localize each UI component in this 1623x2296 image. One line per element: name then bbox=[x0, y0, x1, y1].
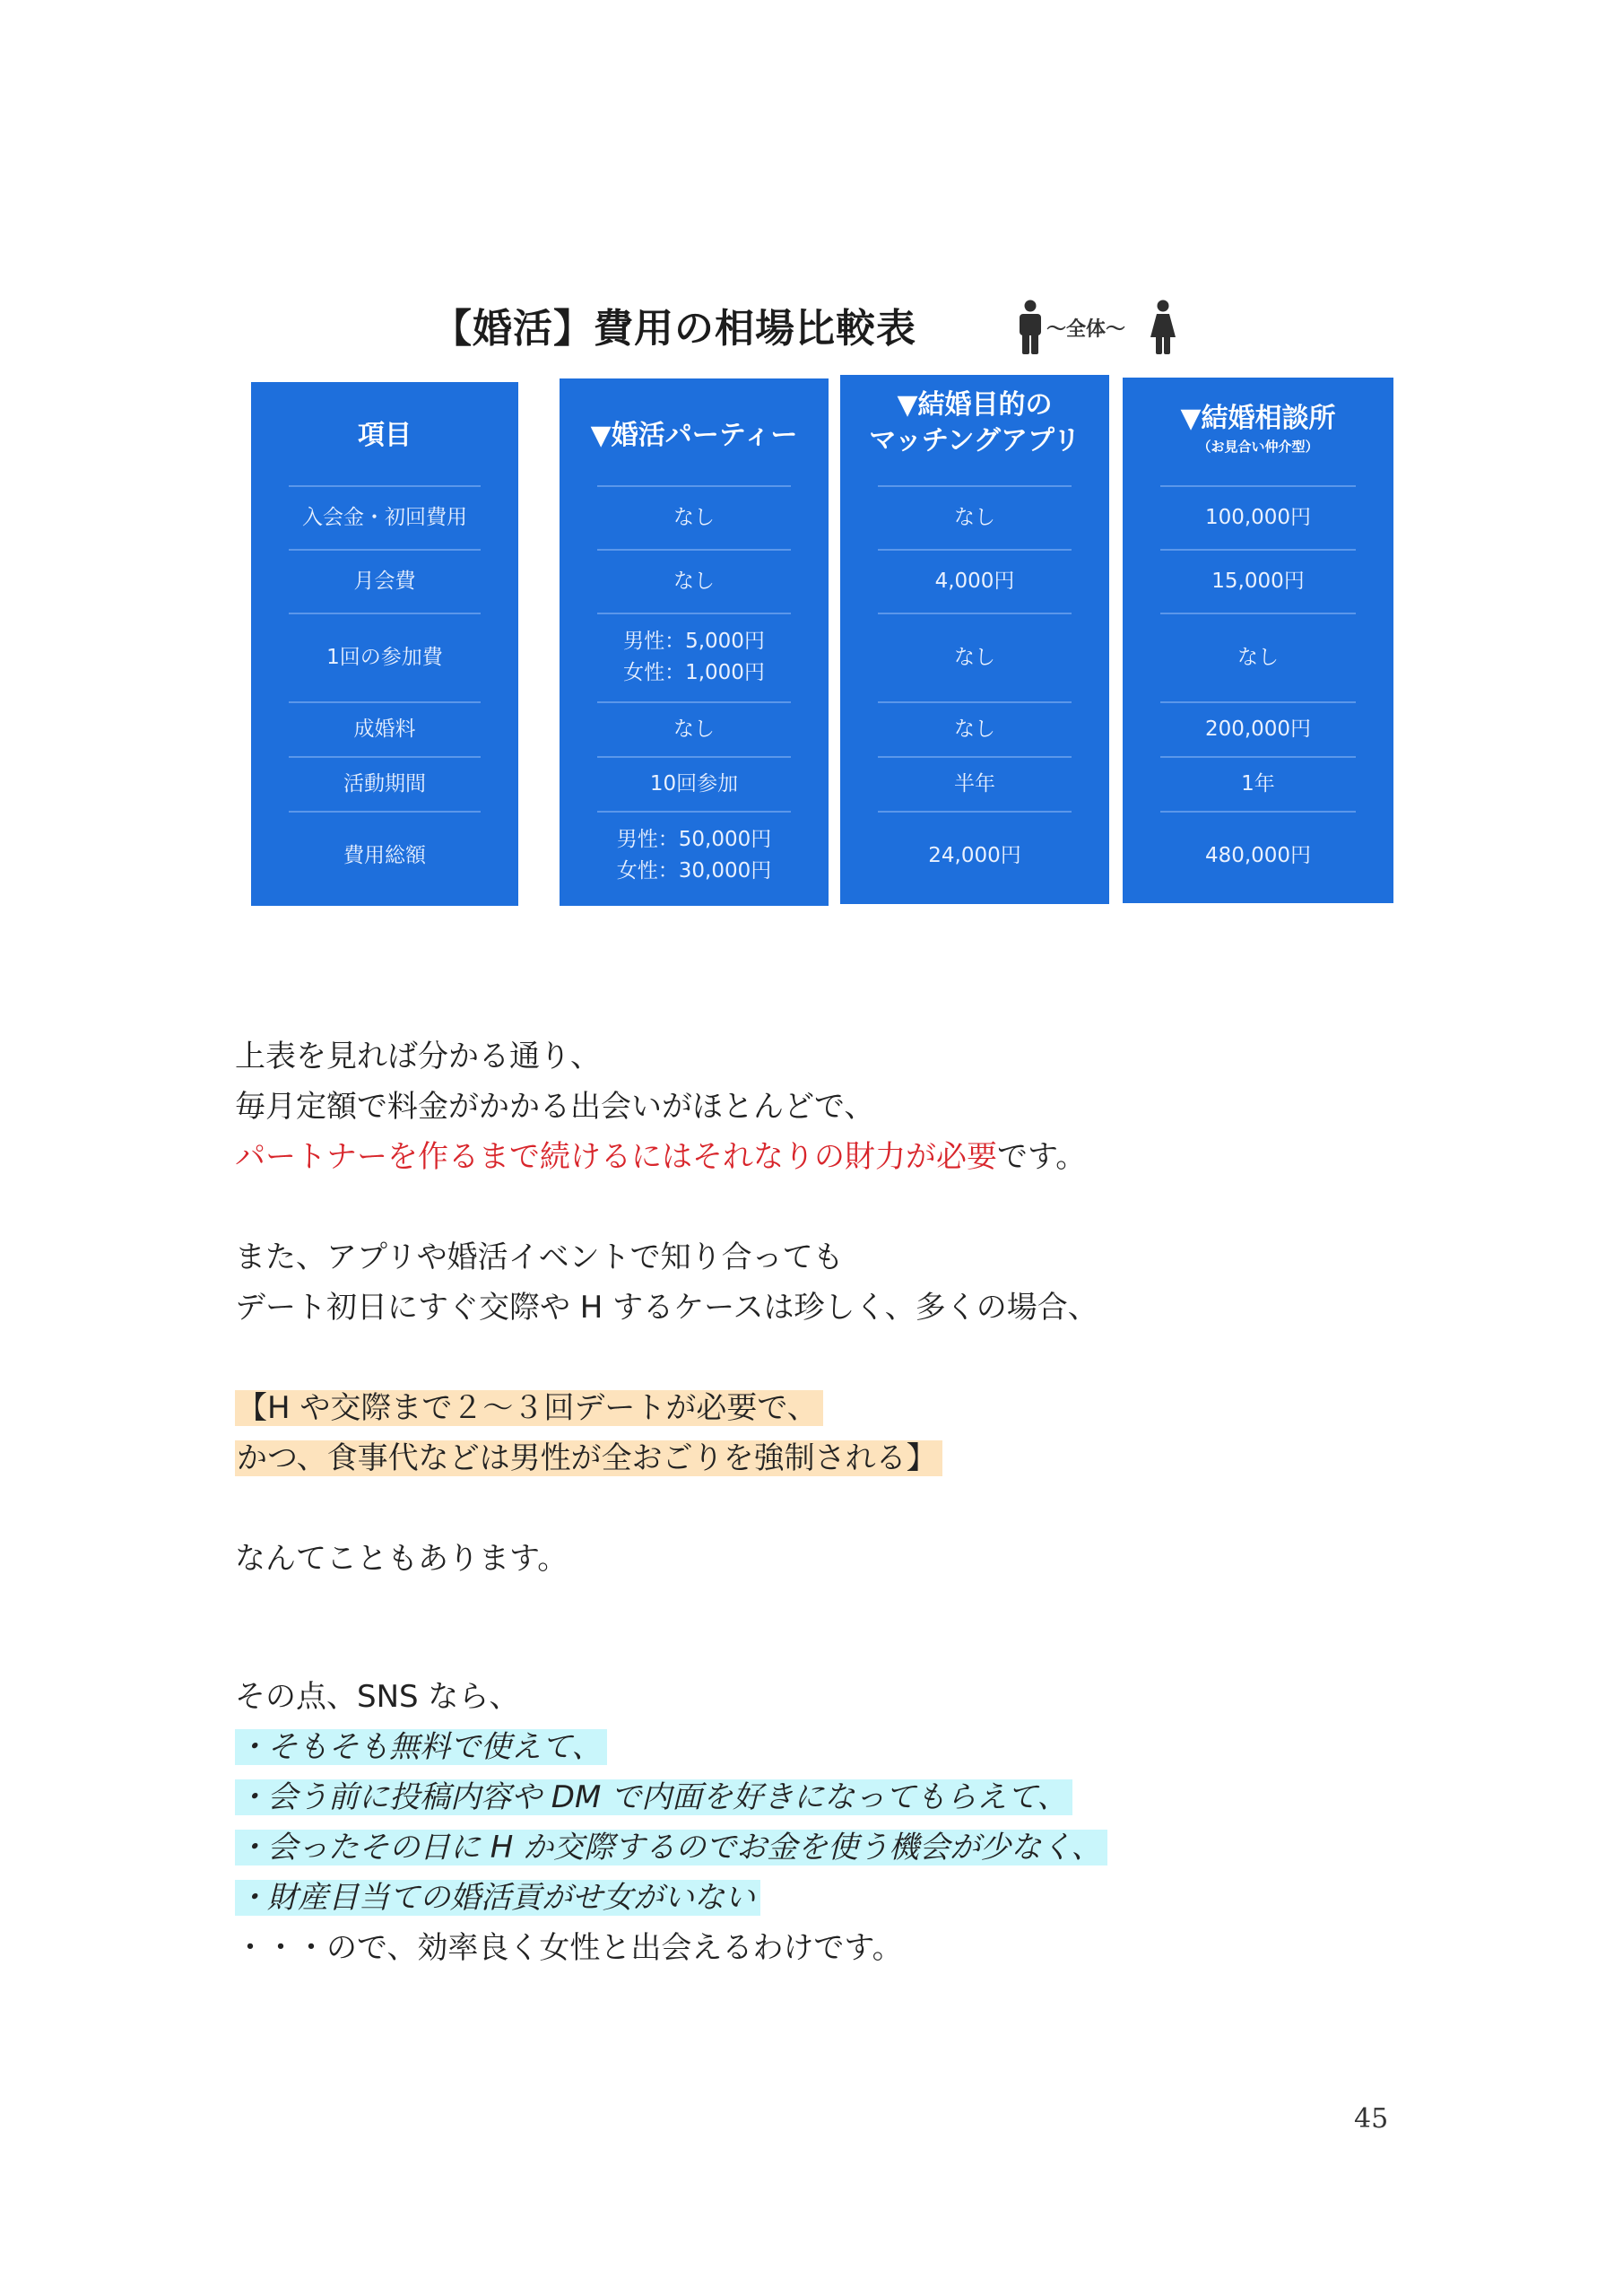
highlight-cyan: ・会ったその日に H か交際するのでお金を使う機会が少なく、 bbox=[235, 1830, 1107, 1866]
table-cell: 費用総額 bbox=[343, 843, 426, 867]
bullet-item bbox=[235, 1722, 1436, 1772]
cost-comparison-figure bbox=[235, 276, 1401, 922]
column-header: 項目 bbox=[358, 420, 412, 451]
table-cell: 1回の参加費 bbox=[326, 645, 443, 669]
highlight-cyan: ・そもそも無料で使えて、 bbox=[235, 1729, 607, 1765]
body-text bbox=[235, 1031, 1436, 1973]
column-header-label: ▼結婚相談所 bbox=[1180, 403, 1336, 434]
bullet-item bbox=[235, 1822, 1436, 1873]
table-cell: 24,000円 bbox=[928, 843, 1021, 867]
column-header: ▼結婚目的の マッチングアプリ bbox=[869, 389, 1081, 457]
paragraph-line: なんてこともあります。 bbox=[235, 1541, 568, 1577]
woman-icon bbox=[1148, 300, 1178, 355]
highlight-cyan: ・財産目当ての婚活貢がせ女がいない bbox=[235, 1880, 760, 1916]
table-cell: 半年 bbox=[954, 771, 995, 796]
table-cell: なし bbox=[954, 505, 995, 529]
table-cell: 200,000円 bbox=[1204, 717, 1312, 741]
bullet-item bbox=[235, 1772, 1436, 1822]
highlight-line bbox=[235, 1383, 1436, 1433]
table-cell: なし bbox=[673, 717, 715, 741]
man-icon bbox=[1015, 300, 1046, 355]
table-cell: 月会費 bbox=[353, 569, 416, 593]
cell-line: 男性：5,000円 女性：1,000円 bbox=[623, 630, 765, 684]
column-konkatsu-party bbox=[560, 378, 829, 906]
paragraph-line: また、アプリや婚活イベントで知り合っても bbox=[235, 1239, 844, 1275]
table-cell: なし bbox=[1237, 645, 1279, 669]
paragraph-line bbox=[235, 1132, 1436, 1182]
column-matching-app bbox=[840, 375, 1109, 904]
bullet-item bbox=[235, 1873, 1436, 1923]
table-cell: 480,000円 bbox=[1204, 843, 1312, 867]
cell-line: 男性：50,000円 女性：30,000円 bbox=[616, 828, 772, 883]
table-cell: なし bbox=[954, 717, 995, 741]
table-cell: 10回参加 bbox=[649, 771, 739, 796]
page-number: 45 bbox=[1354, 2103, 1389, 2135]
highlight-orange: 【H や交際まで２～３回デートが必要で、 bbox=[235, 1390, 823, 1426]
emphasis-red-text: パートナーを作るまで続けるにはそれなりの財力が必要 bbox=[235, 1139, 997, 1175]
highlight-orange: かつ、食事代などは男性が全おごりを強制される】 bbox=[235, 1440, 942, 1476]
paragraph-line: 毎月定額で料金がかかる出会いがほとんどで、 bbox=[235, 1089, 875, 1125]
table-cell bbox=[560, 614, 829, 700]
table-cell: 4,000円 bbox=[934, 569, 1015, 593]
column-header-note: （お見合い仲介型） bbox=[1197, 439, 1319, 455]
highlight-cyan: ・会う前に投稿内容や DM で内面を好きになってもらえて、 bbox=[235, 1779, 1072, 1815]
table-cell: 1年 bbox=[1241, 771, 1275, 796]
table-cell: なし bbox=[673, 569, 715, 593]
table-cell bbox=[560, 813, 829, 899]
paragraph-line: ・・・ので、効率良く女性と出会えるわけです。 bbox=[235, 1930, 903, 1966]
paragraph-tail: です。 bbox=[997, 1139, 1087, 1175]
figure-title: 【婚活】費用の相場比較表 bbox=[432, 306, 916, 352]
paragraph-line: 上表を見れば分かる通り、 bbox=[235, 1039, 601, 1074]
table-cell: なし bbox=[954, 645, 995, 669]
column-marriage-agency bbox=[1123, 378, 1393, 903]
highlight-line bbox=[235, 1433, 1436, 1483]
table-cell: 15,000円 bbox=[1211, 569, 1305, 593]
table-cell: 活動期間 bbox=[343, 771, 426, 796]
table-cell: なし bbox=[673, 505, 715, 529]
figure-subtitle: 〜全体〜 bbox=[1046, 318, 1126, 341]
column-header: ▼婚活パーティー bbox=[590, 420, 798, 451]
table-cell: 入会金・初回費用 bbox=[302, 505, 467, 529]
table-cell: 成婚料 bbox=[353, 717, 416, 741]
table-cell: 100,000円 bbox=[1204, 505, 1312, 529]
column-header bbox=[1123, 401, 1393, 457]
paragraph-line: デート初日にすぐ交際や H するケースは珍しく、多くの場合、 bbox=[235, 1290, 1098, 1326]
paragraph-line: その点、SNS なら、 bbox=[235, 1679, 520, 1715]
column-items bbox=[251, 382, 518, 906]
